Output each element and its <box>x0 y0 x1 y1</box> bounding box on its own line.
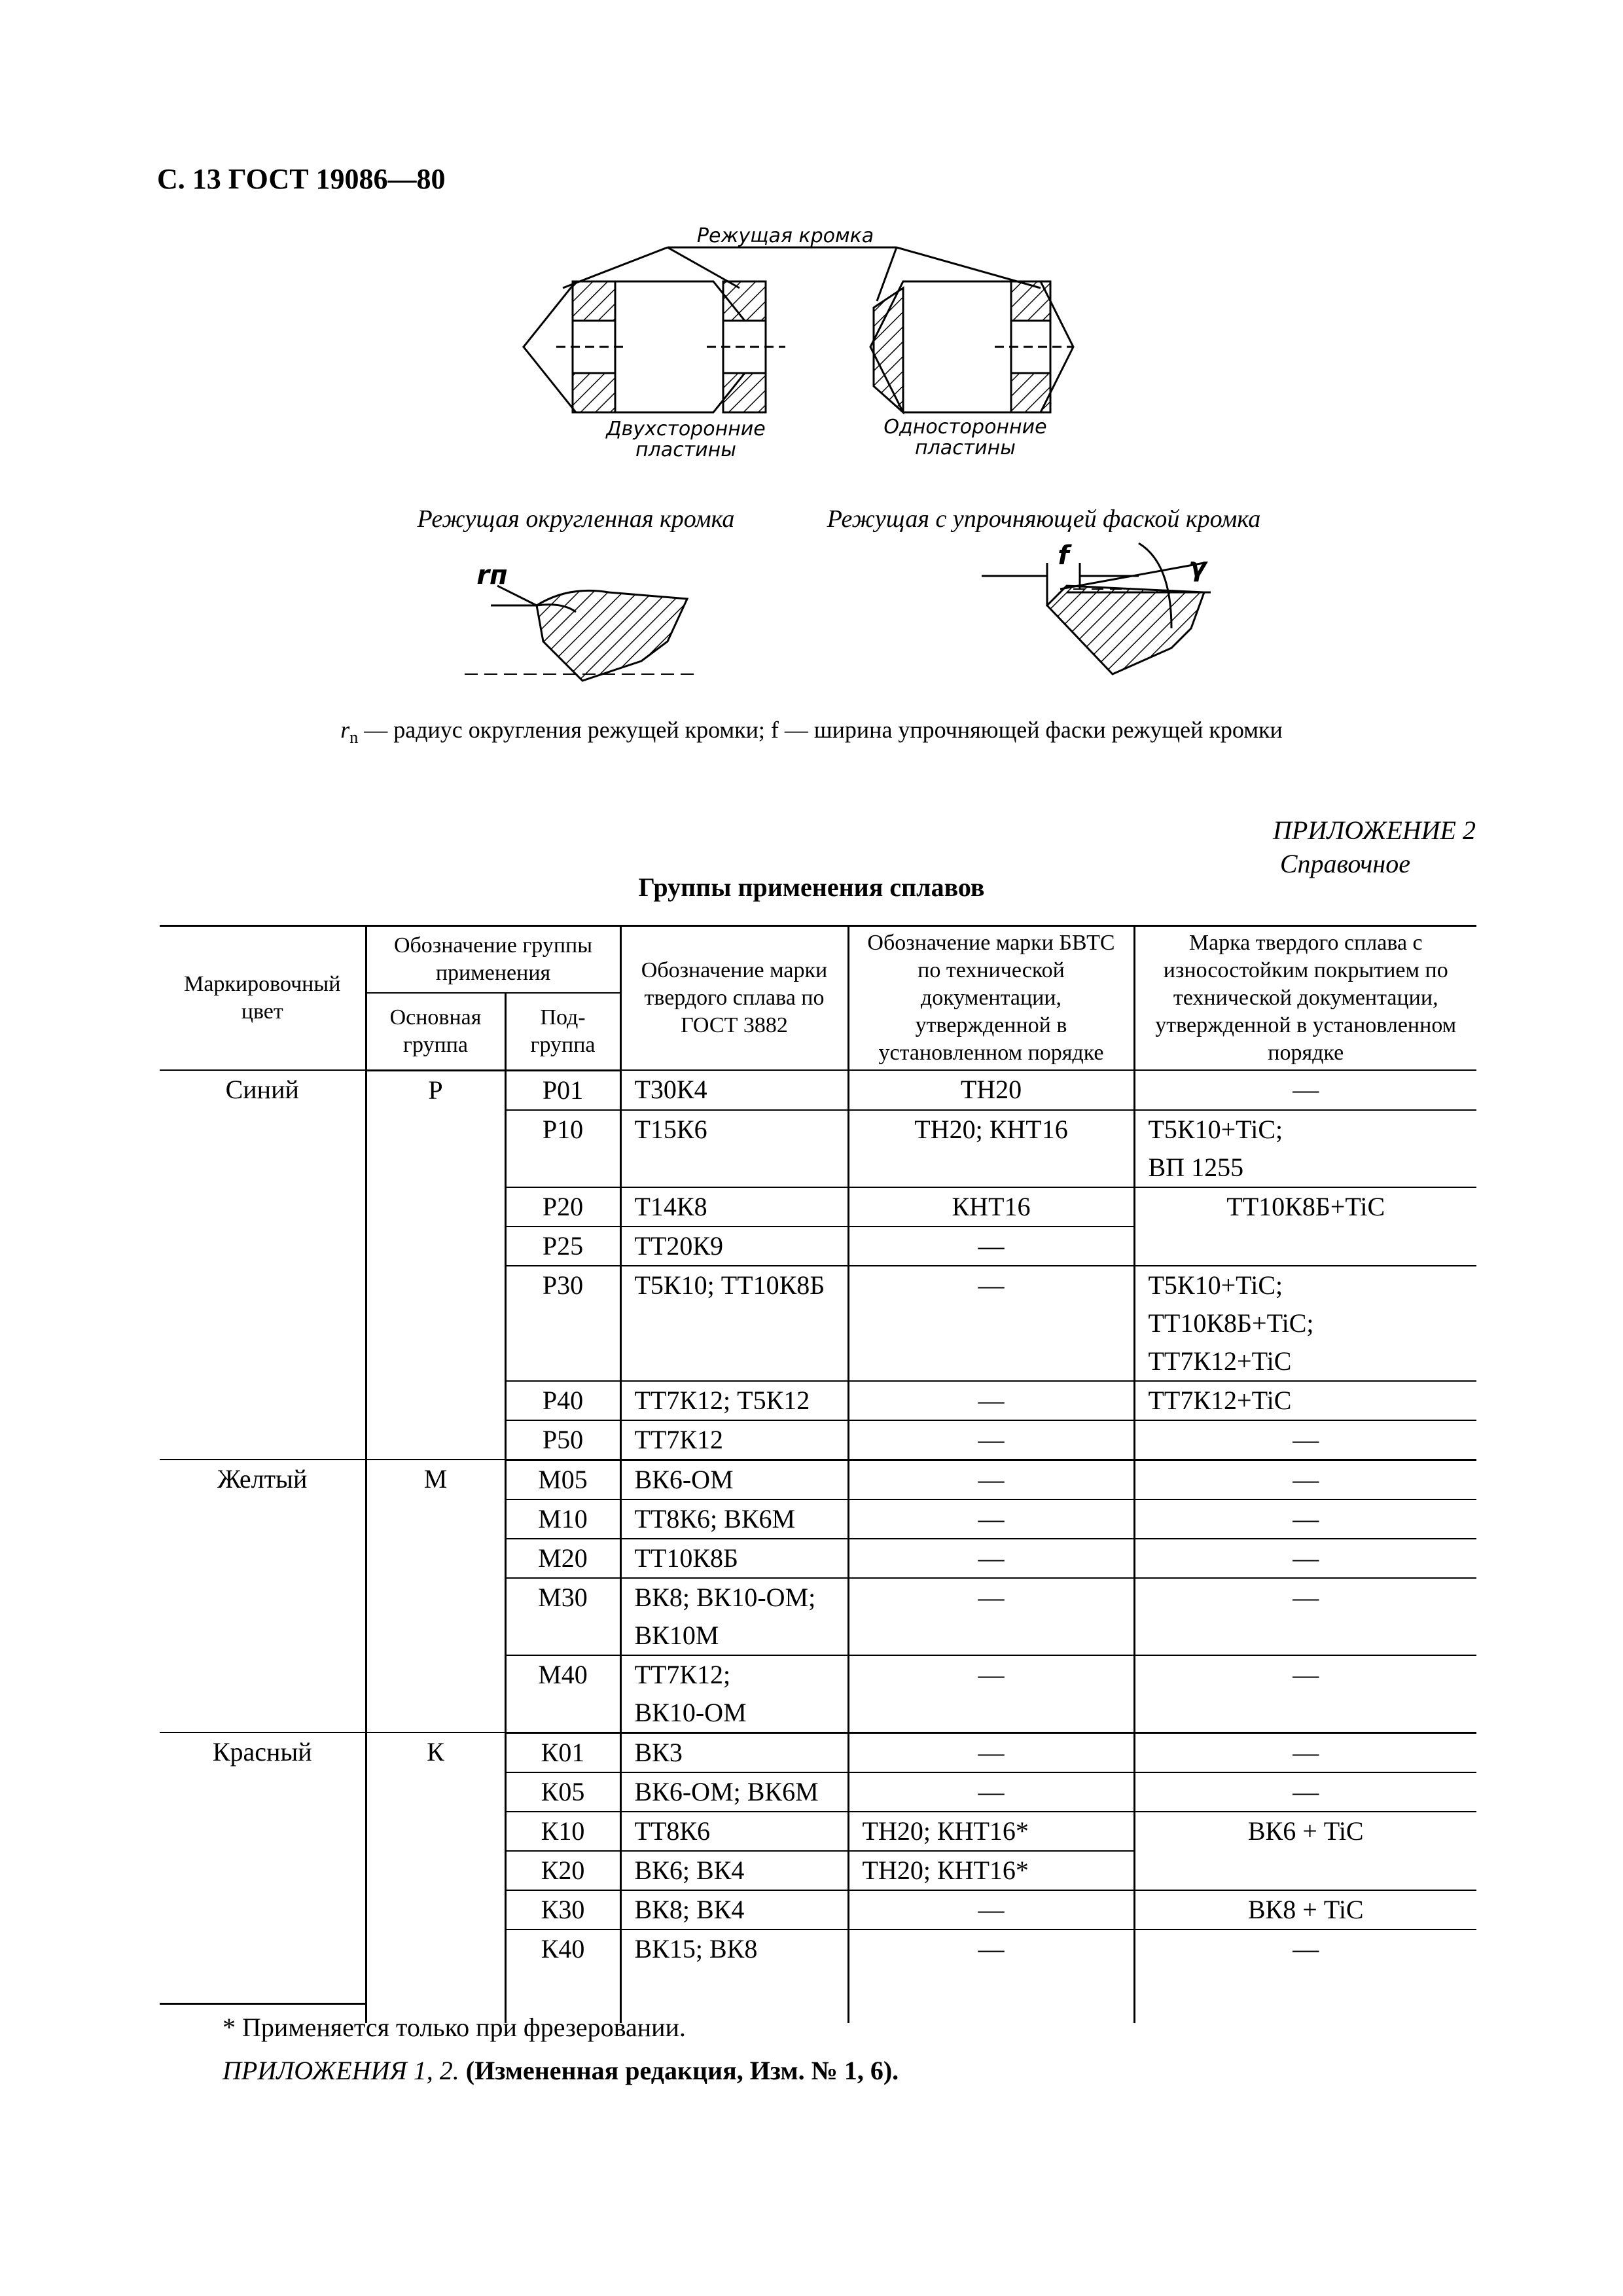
coated-cell: ВК8 + TiC <box>1134 1890 1476 1929</box>
coated-cell: ТТ7К12+TiC <box>1134 1381 1476 1420</box>
gost-cell: Т14К8 <box>620 1187 848 1227</box>
bvts-cell: — <box>848 1499 1134 1539</box>
coated-cell: — <box>1134 1460 1476 1499</box>
rounded-edge-insert <box>537 590 687 681</box>
th-color: Маркировочный цвет <box>160 926 366 1071</box>
coated-line: ТТ10К8Б+TiC; <box>1148 1308 1314 1338</box>
rn-subscript: n <box>349 728 359 747</box>
gost-line: ТТ7К12; <box>634 1659 731 1689</box>
bvts-cell: ТН20; КНТ16* <box>848 1851 1134 1890</box>
chamfer-edge-caption: Режущая с упрочняющей фаской кромка <box>827 505 1261 533</box>
sub-cell: P30 <box>505 1266 620 1381</box>
group-cell: М <box>366 1460 505 1732</box>
gost-cell: Т30К4 <box>620 1070 848 1110</box>
gamma-label: γ <box>1188 552 1207 583</box>
coated-line: Т5К10+TiC; <box>1148 1114 1283 1144</box>
bvts-cell: — <box>848 1732 1134 1772</box>
coated-cell: — <box>1134 1732 1476 1772</box>
appendix-type: Справочное <box>1279 849 1410 878</box>
sub-cell: М05 <box>505 1460 620 1499</box>
gost-cell: ТТ8К6 <box>620 1812 848 1851</box>
gost-cell: ТТ10К8Б <box>620 1539 848 1578</box>
bvts-cell: — <box>848 1772 1134 1812</box>
rn-label: rп <box>476 560 508 590</box>
gost-cell: ВК8; ВК4 <box>620 1890 848 1929</box>
footnote-divider <box>160 2003 366 2005</box>
sub-cell: К40 <box>505 1929 620 1968</box>
chamfer-edge-insert <box>1047 586 1204 674</box>
edition-text: (Измененная редакция, Изм. № 1, 6). <box>459 2056 899 2085</box>
bvts-cell: КНТ16 <box>848 1187 1134 1227</box>
bvts-cell: — <box>848 1539 1134 1578</box>
double-sided-label-2: пластины <box>635 439 736 461</box>
gost-cell: Т5К10; ТТ10К8Б <box>620 1266 848 1381</box>
gost-cell: ВК15; ВК8 <box>620 1929 848 1968</box>
gost-cell: ТТ7К12 <box>620 1420 848 1460</box>
bvts-cell: — <box>848 1227 1134 1266</box>
th-group-designation: Обозначение группы применения <box>366 926 620 994</box>
coated-line: ВП 1255 <box>1148 1152 1244 1182</box>
bvts-cell: — <box>848 1890 1134 1929</box>
color-cell: Красный <box>160 1732 366 2023</box>
sub-cell: К30 <box>505 1890 620 1929</box>
th-subgroup: Под-группа <box>505 993 620 1070</box>
coated-cell: — <box>1134 1929 1476 1968</box>
gost-line: ВК10-ОМ <box>634 1697 747 1727</box>
gost-cell: ТТ8К6; ВК6М <box>620 1499 848 1539</box>
bvts-cell: — <box>848 1266 1134 1381</box>
gost-cell: ТТ20К9 <box>620 1227 848 1266</box>
single-sided-label-2: пластины <box>915 437 1016 459</box>
figure-legend <box>0 716 1623 747</box>
empty-cell <box>1134 1968 1476 2023</box>
coated-line: Т5К10+TiC; <box>1148 1270 1283 1300</box>
table-title: Группы применения сплавов <box>638 872 985 902</box>
bvts-cell: — <box>848 1460 1134 1499</box>
edition-note <box>223 2055 899 2086</box>
bvts-cell: — <box>848 1578 1134 1655</box>
bvts-cell: ТН20; КНТ16 <box>848 1110 1134 1187</box>
bvts-cell: — <box>848 1929 1134 1968</box>
edition-prefix: ПРИЛОЖЕНИЯ 1, 2. <box>223 2056 459 2085</box>
legend-text: — радиус округления режущей кромки; f — ширина упрочняющей фаски режущей кромки <box>358 717 1283 743</box>
th-coated-grade: Марка твердого сплава с износостойким покрытием по технической документации, утвержденной в установленном порядке <box>1134 926 1476 1071</box>
group-cell: К <box>366 1732 505 2023</box>
sub-cell: М30 <box>505 1578 620 1655</box>
appendix-number: ПРИЛОЖЕНИЕ 2 <box>1273 816 1476 845</box>
coated-cell <box>1134 1110 1476 1187</box>
page-header: С. 13 ГОСТ 19086—80 <box>157 163 446 195</box>
th-main-group: Основная группа <box>366 993 505 1070</box>
empty-cell <box>848 1968 1134 2023</box>
sub-cell: P10 <box>505 1110 620 1187</box>
coated-line: ТТ7К12+TiC <box>1148 1346 1292 1376</box>
gost-cell: ТТ7К12; Т5К12 <box>620 1381 848 1420</box>
coated-cell: ВК6 + TiC <box>1134 1812 1476 1890</box>
sub-cell: К01 <box>505 1732 620 1772</box>
cutting-edge-label: Режущая кромка <box>696 224 874 247</box>
gost-cell: ВК6; ВК4 <box>620 1851 848 1890</box>
gost-cell: ВК6-ОМ <box>620 1460 848 1499</box>
group-cell: P <box>366 1070 505 1460</box>
sub-cell: М20 <box>505 1539 620 1578</box>
th-gost-grade: Обозначение марки твердого сплава по ГОСТ 3882 <box>620 926 848 1071</box>
bvts-cell: ТН20; КНТ16* <box>848 1812 1134 1851</box>
gost-cell: ВК6-ОМ; ВК6М <box>620 1772 848 1812</box>
sub-cell: P40 <box>505 1381 620 1420</box>
sub-cell: М40 <box>505 1655 620 1733</box>
cutting-edge-figure <box>0 0 1623 713</box>
rounded-edge-caption: Режущая округленная кромка <box>417 505 735 533</box>
gost-cell <box>620 1578 848 1655</box>
coated-cell: ТТ10К8Б+TiC <box>1134 1187 1476 1266</box>
sub-cell: P50 <box>505 1420 620 1460</box>
gost-line: ВК8; ВК10-ОМ; <box>634 1582 816 1612</box>
gost-line: ВК10М <box>634 1620 719 1650</box>
coated-cell: — <box>1134 1499 1476 1539</box>
table-row <box>160 1460 1476 1499</box>
bvts-cell: — <box>848 1655 1134 1733</box>
bvts-cell: — <box>848 1420 1134 1460</box>
alloy-groups-table <box>160 925 1476 2023</box>
gost-cell: ВК3 <box>620 1732 848 1772</box>
f-label: f <box>1058 541 1069 571</box>
th-bvts-grade: Обозначение марки БВТС по технической документации, утвержденной в установленном порядке <box>848 926 1134 1071</box>
sub-cell: P01 <box>505 1070 620 1110</box>
bvts-cell: — <box>848 1381 1134 1420</box>
coated-cell: — <box>1134 1070 1476 1110</box>
sub-cell: К05 <box>505 1772 620 1812</box>
table-row <box>160 1070 1476 1110</box>
coated-cell: — <box>1134 1578 1476 1655</box>
coated-cell <box>1134 1266 1476 1381</box>
coated-cell: — <box>1134 1420 1476 1460</box>
footnote: * Применяется только при фрезеровании. <box>223 2013 686 2042</box>
gost-cell <box>620 1655 848 1733</box>
sub-cell: P20 <box>505 1187 620 1227</box>
sub-cell: К20 <box>505 1851 620 1890</box>
double-sided-label-1: Двухсторонние <box>606 418 766 440</box>
color-cell: Синий <box>160 1070 366 1460</box>
sub-cell: К10 <box>505 1812 620 1851</box>
rn-symbol: r <box>340 717 350 743</box>
bvts-cell: ТН20 <box>848 1070 1134 1110</box>
coated-cell: — <box>1134 1655 1476 1733</box>
table-row <box>160 1732 1476 1772</box>
coated-cell: — <box>1134 1539 1476 1578</box>
color-cell: Желтый <box>160 1460 366 1732</box>
single-plate-left-hatch <box>874 288 903 412</box>
coated-cell: — <box>1134 1772 1476 1812</box>
single-sided-label-1: Односторонние <box>883 416 1047 439</box>
gost-cell: Т15К6 <box>620 1110 848 1187</box>
sub-cell: М10 <box>505 1499 620 1539</box>
sub-cell: P25 <box>505 1227 620 1266</box>
